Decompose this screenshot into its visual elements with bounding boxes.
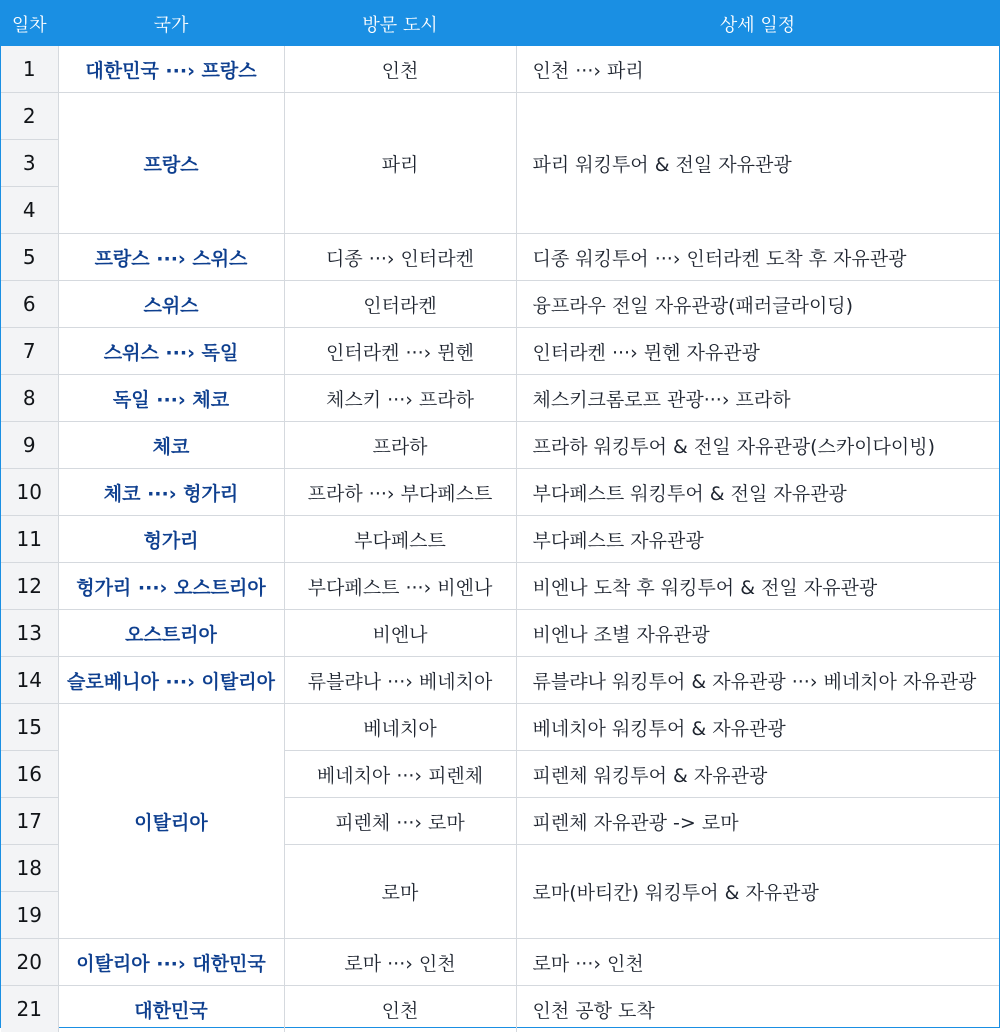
- day-cell: 7: [1, 328, 58, 375]
- city-cell: 인터라켄: [284, 281, 516, 328]
- detail-cell: 로마(바티칸) 워킹투어 & 자유관광: [516, 845, 999, 939]
- day-cell: 8: [1, 375, 58, 422]
- detail-cell: 피렌체 자유관광 -> 로마: [516, 798, 999, 845]
- city-cell: 부다페스트: [284, 516, 516, 563]
- detail-cell: 인터라켄 ···› 뮌헨 자유관광: [516, 328, 999, 375]
- day-cell: 16: [1, 751, 58, 798]
- header-detail: 상세 일정: [516, 1, 999, 46]
- detail-cell: 인천 ···› 파리: [516, 46, 999, 93]
- day-cell: 20: [1, 939, 58, 986]
- day-cell: 14: [1, 657, 58, 704]
- country-cell: 슬로베니아 ···› 이탈리아: [58, 657, 284, 704]
- table-row: [1, 422, 999, 469]
- city-cell: 인천: [284, 46, 516, 93]
- city-cell: 인천: [284, 986, 516, 1032]
- table-row: [1, 375, 999, 422]
- detail-cell: 베네치아 워킹투어 & 자유관광: [516, 704, 999, 751]
- country-cell: 헝가리: [58, 516, 284, 563]
- city-cell: 체스키 ···› 프라하: [284, 375, 516, 422]
- table-row: [1, 986, 999, 1032]
- header-row: [1, 1, 999, 46]
- table-row: [1, 328, 999, 375]
- header-city: 방문 도시: [284, 1, 516, 46]
- country-cell: 스위스 ···› 독일: [58, 328, 284, 375]
- city-cell: 류블랴나 ···› 베네치아: [284, 657, 516, 704]
- country-cell: 프랑스: [58, 93, 284, 234]
- day-cell: 11: [1, 516, 58, 563]
- header-country: 국가: [58, 1, 284, 46]
- detail-cell: 로마 ···› 인천: [516, 939, 999, 986]
- detail-cell: 인천 공항 도착: [516, 986, 999, 1032]
- day-cell: 4: [1, 187, 58, 234]
- country-cell: 오스트리아: [58, 610, 284, 657]
- city-cell: 로마: [284, 845, 516, 939]
- day-cell: 19: [1, 892, 58, 939]
- day-cell: 12: [1, 563, 58, 610]
- country-cell: 이탈리아: [58, 704, 284, 939]
- country-cell: 이탈리아 ···› 대한민국: [58, 939, 284, 986]
- table-row: [1, 234, 999, 281]
- header-day: 일차: [1, 1, 58, 46]
- country-cell: 헝가리 ···› 오스트리아: [58, 563, 284, 610]
- table-row: [1, 469, 999, 516]
- table-row: [1, 93, 999, 140]
- detail-cell: 프라하 워킹투어 & 전일 자유관광(스카이다이빙): [516, 422, 999, 469]
- city-cell: 디종 ···› 인터라켄: [284, 234, 516, 281]
- detail-cell: 체스키크롬로프 관광···› 프라하: [516, 375, 999, 422]
- table-row: [1, 516, 999, 563]
- detail-cell: 파리 워킹투어 & 전일 자유관광: [516, 93, 999, 234]
- day-cell: 2: [1, 93, 58, 140]
- day-cell: 3: [1, 140, 58, 187]
- table-row: [1, 610, 999, 657]
- day-cell: 1: [1, 46, 58, 93]
- city-cell: 피렌체 ···› 로마: [284, 798, 516, 845]
- country-cell: 체코: [58, 422, 284, 469]
- country-cell: 독일 ···› 체코: [58, 375, 284, 422]
- city-cell: 베네치아: [284, 704, 516, 751]
- day-cell: 6: [1, 281, 58, 328]
- day-cell: 18: [1, 845, 58, 892]
- city-cell: 파리: [284, 93, 516, 234]
- country-cell: 프랑스 ···› 스위스: [58, 234, 284, 281]
- day-cell: 15: [1, 704, 58, 751]
- detail-cell: 부다페스트 자유관광: [516, 516, 999, 563]
- day-cell: 13: [1, 610, 58, 657]
- city-cell: 프라하: [284, 422, 516, 469]
- detail-cell: 융프라우 전일 자유관광(패러글라이딩): [516, 281, 999, 328]
- detail-cell: 디종 워킹투어 ···› 인터라켄 도착 후 자유관광: [516, 234, 999, 281]
- city-cell: 부다페스트 ···› 비엔나: [284, 563, 516, 610]
- itinerary-table: [1, 1, 1000, 1032]
- table-row: [1, 563, 999, 610]
- detail-cell: 비엔나 도착 후 워킹투어 & 전일 자유관광: [516, 563, 999, 610]
- day-cell: 10: [1, 469, 58, 516]
- day-cell: 9: [1, 422, 58, 469]
- table-row: [1, 281, 999, 328]
- city-cell: 비엔나: [284, 610, 516, 657]
- detail-cell: 피렌체 워킹투어 & 자유관광: [516, 751, 999, 798]
- table-row: [1, 46, 999, 93]
- table-row: [1, 657, 999, 704]
- table-row: [1, 939, 999, 986]
- detail-cell: 부다페스트 워킹투어 & 전일 자유관광: [516, 469, 999, 516]
- day-cell: 5: [1, 234, 58, 281]
- country-cell: 대한민국: [58, 986, 284, 1032]
- day-cell: 21: [1, 986, 58, 1032]
- country-cell: 체코 ···› 헝가리: [58, 469, 284, 516]
- table-row: [1, 704, 999, 751]
- day-cell: 17: [1, 798, 58, 845]
- country-cell: 스위스: [58, 281, 284, 328]
- city-cell: 로마 ···› 인천: [284, 939, 516, 986]
- city-cell: 프라하 ···› 부다페스트: [284, 469, 516, 516]
- country-cell: 대한민국 ···› 프랑스: [58, 46, 284, 93]
- detail-cell: 류블랴나 워킹투어 & 자유관광 ···› 베네치아 자유관광: [516, 657, 999, 704]
- city-cell: 인터라켄 ···› 뮌헨: [284, 328, 516, 375]
- city-cell: 베네치아 ···› 피렌체: [284, 751, 516, 798]
- detail-cell: 비엔나 조별 자유관광: [516, 610, 999, 657]
